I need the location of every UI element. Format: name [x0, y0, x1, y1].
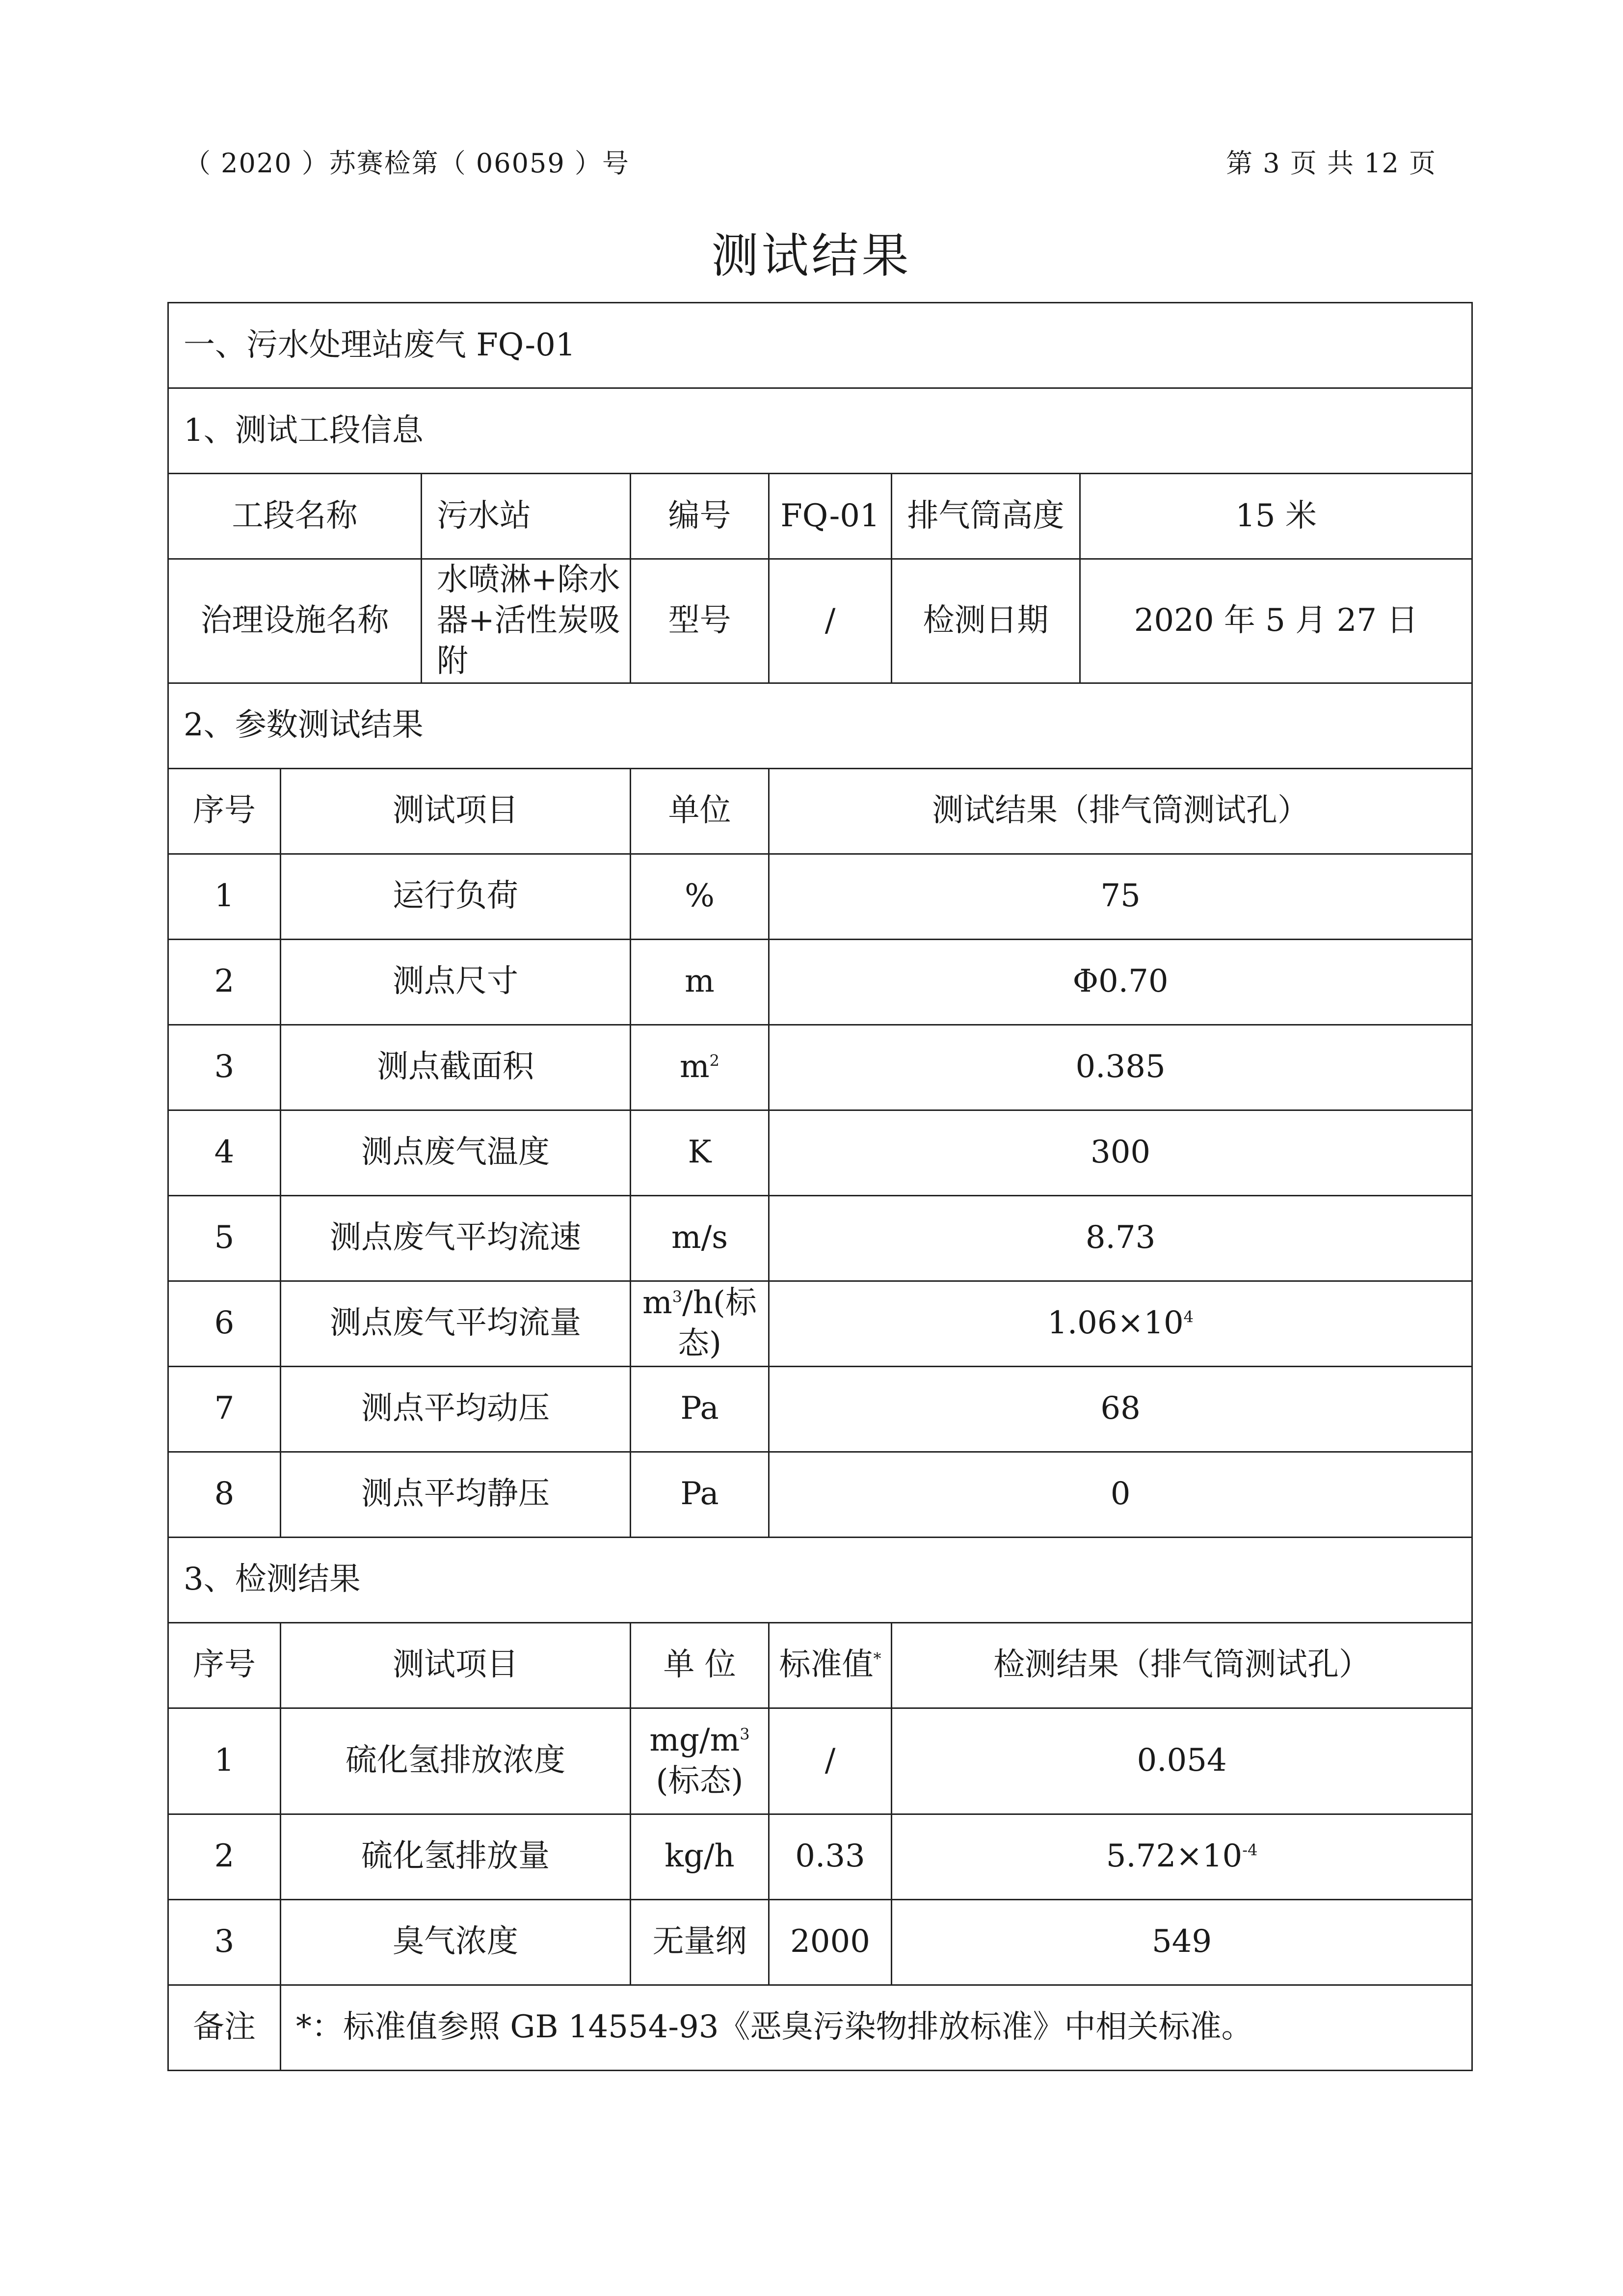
column-header: 单位	[631, 768, 769, 854]
test-item: 硫化氢排放浓度	[281, 1708, 631, 1814]
table-row	[168, 1366, 1472, 1452]
test-result: $1.06\times 10^4$	[769, 1281, 1472, 1366]
test-item: 测点平均静压	[281, 1452, 631, 1537]
test-item: 运行负荷	[281, 854, 631, 939]
test-date-label: 检测日期	[892, 559, 1080, 683]
unit: $m^3/h$(标态)	[631, 1281, 769, 1366]
stack-height-label: 排气筒高度	[892, 474, 1080, 559]
table-row	[168, 1195, 1472, 1281]
test-item: 臭气浓度	[281, 1899, 631, 1985]
table-row	[168, 854, 1472, 939]
test-result: 0.385	[769, 1025, 1472, 1110]
test-result: 0.054	[892, 1708, 1472, 1814]
test-date-value: 2020 年 5 月 27 日	[1080, 559, 1472, 683]
id-label: 编号	[631, 474, 769, 559]
unit: $m^2$	[631, 1025, 769, 1110]
column-header: 单 位	[631, 1622, 769, 1708]
table-row	[168, 1110, 1472, 1195]
segment-name-label: 工段名称	[168, 474, 422, 559]
unit: %	[631, 854, 769, 939]
row-number: 8	[168, 1452, 281, 1537]
column-header: 测试结果（排气筒测试孔）	[769, 768, 1472, 854]
row-number: 7	[168, 1366, 281, 1452]
row-number: 2	[168, 1814, 281, 1899]
stack-height-value: 15 米	[1080, 474, 1472, 559]
row-number: 4	[168, 1110, 281, 1195]
row-number: 3	[168, 1899, 281, 1985]
facility-label: 治理设施名称	[168, 559, 422, 683]
section-heading: 一、污水处理站废气 FQ-01	[168, 303, 1472, 388]
note-text: *：标准值参照 GB 14554-93《恶臭污染物排放标准》中相关标准。	[281, 1985, 1472, 2070]
unit: m/s	[631, 1195, 769, 1281]
row-number: 2	[168, 939, 281, 1025]
column-header: 标准值*	[769, 1622, 892, 1708]
column-header: 测试项目	[281, 768, 631, 854]
test-item: 测点尺寸	[281, 939, 631, 1025]
standard-value: /	[769, 1708, 892, 1814]
test-item: 硫化氢排放量	[281, 1814, 631, 1899]
unit: Pa	[631, 1452, 769, 1537]
column-header: 序号	[168, 768, 281, 854]
note-label: 备注	[168, 1985, 281, 2070]
test-result: 8.73	[769, 1195, 1472, 1281]
unit: kg/h	[631, 1814, 769, 1899]
test-result: 549	[892, 1899, 1472, 1985]
table-row	[168, 1452, 1472, 1537]
row-number: 1	[168, 1708, 281, 1814]
table-row	[168, 1025, 1472, 1110]
row-number: 5	[168, 1195, 281, 1281]
test-result: 75	[769, 854, 1472, 939]
column-header: 检测结果（排气筒测试孔）	[892, 1622, 1472, 1708]
test-result: 68	[769, 1366, 1472, 1452]
test-item: 测点平均动压	[281, 1366, 631, 1452]
standard-value: 2000	[769, 1899, 892, 1985]
unit: Pa	[631, 1366, 769, 1452]
test-result: 300	[769, 1110, 1472, 1195]
params-heading: 2、参数测试结果	[168, 683, 1472, 768]
facility-value: 水喷淋+除水器+活性炭吸附	[422, 559, 631, 683]
results-heading: 3、检测结果	[168, 1537, 1472, 1622]
table-row	[168, 1899, 1472, 1985]
test-item: 测点废气平均流量	[281, 1281, 631, 1366]
unit: m	[631, 939, 769, 1025]
table-row	[168, 1281, 1472, 1366]
model-value: /	[769, 559, 892, 683]
test-result: Φ0.70	[769, 939, 1472, 1025]
test-result: $5.72\times 10^{-4}$	[892, 1814, 1472, 1899]
row-number: 1	[168, 854, 281, 939]
column-header: 序号	[168, 1622, 281, 1708]
unit: $mg/m^3$ (标态)	[631, 1708, 769, 1814]
standard-value: 0.33	[769, 1814, 892, 1899]
column-header: 测试项目	[281, 1622, 631, 1708]
table-row	[168, 1708, 1472, 1814]
row-number: 3	[168, 1025, 281, 1110]
test-item: 测点废气温度	[281, 1110, 631, 1195]
unit: 无量纲	[631, 1899, 769, 1985]
report-number: （ 2020 ）苏赛检第（ 06059 ）号	[184, 148, 630, 179]
page-indicator: 第 3 页 共 12 页	[1226, 148, 1437, 179]
test-result: 0	[769, 1452, 1472, 1537]
unit: K	[631, 1110, 769, 1195]
page-title: 测试结果	[711, 228, 912, 283]
table-row	[168, 939, 1472, 1025]
test-item: 测点废气平均流速	[281, 1195, 631, 1281]
model-label: 型号	[631, 559, 769, 683]
id-value: FQ-01	[769, 474, 892, 559]
test-results-table	[167, 302, 1473, 2071]
test-item: 测点截面积	[281, 1025, 631, 1110]
table-row	[168, 1814, 1472, 1899]
segment-name-value: 污水站	[422, 474, 631, 559]
row-number: 6	[168, 1281, 281, 1366]
info-heading: 1、测试工段信息	[168, 388, 1472, 474]
